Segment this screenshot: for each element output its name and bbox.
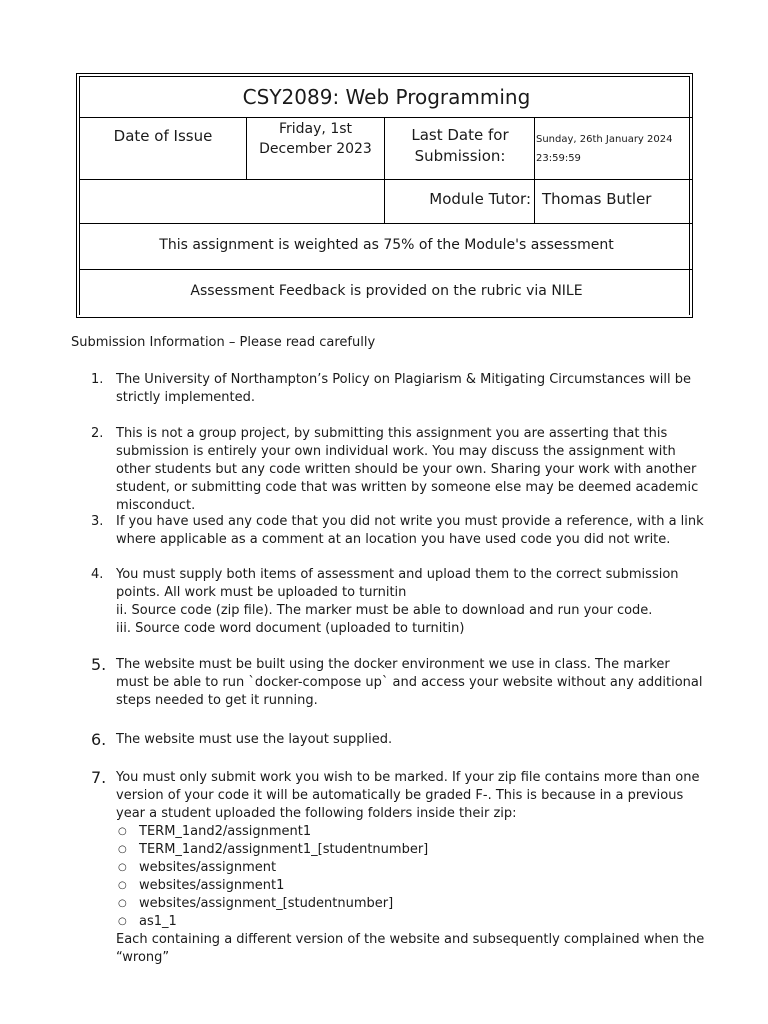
item-number: 1.	[91, 372, 104, 387]
weighting-text: This assignment is weighted as 75% of the Module's assessment	[159, 237, 614, 253]
item-text: The website must use the layout supplied.	[116, 732, 393, 747]
circle-bullet-icon: ○	[118, 862, 127, 873]
folder-name: websites/assignment_[studentnumber]	[139, 896, 394, 911]
item-subline: ii. Source code (zip file). The marker must be able to download and run your code.	[116, 603, 653, 618]
item-number: 7.	[91, 768, 107, 787]
item-number: 2.	[91, 426, 104, 441]
item-tail-text: Each containing a different version of the website and subsequently complained when the “wrong”	[116, 932, 705, 965]
folder-name: websites/assignment1	[139, 878, 285, 893]
item-text: You must only submit work you wish to be marked. If your zip file contains more than one version of your code it will be automatically be graded F-. This is because in a previous year a student uploaded the following folders inside their zip:	[116, 770, 700, 821]
item-text: This is not a group project, by submitting this assignment you are asserting that this submission is entirely your own individual work. You may discuss the assignment with other students but any code written should be your own. Sharing your work with another student, or submitting code that was written by someone else may be deemed academic misconduct.	[116, 426, 699, 513]
item-number: 5.	[91, 655, 107, 674]
folder-name: as1_1	[139, 914, 177, 929]
last-date-value-time: 23:59:59	[536, 153, 581, 164]
item-number: 3.	[91, 514, 104, 529]
feedback-text: Assessment Feedback is provided on the rubric via NILE	[190, 283, 583, 299]
item-body	[116, 769, 706, 967]
module-tutor-label: Module Tutor:	[429, 190, 531, 208]
folder-name: TERM_1and2/assignment1_[studentnumber]	[139, 842, 429, 857]
circle-bullet-icon: ○	[118, 826, 127, 837]
item-text: The website must be built using the docker environment we use in class. The marker must be able to run `docker-compose up` and access your website without any additional steps needed to get it running.	[116, 657, 703, 708]
circle-bullet-icon: ○	[118, 844, 127, 855]
circle-bullet-icon: ○	[118, 916, 127, 927]
folder-list	[116, 823, 706, 931]
item-text: If you have used any code that you did not write you must provide a reference, with a link where applicable as a comment at an location you have used code you did not write.	[116, 514, 704, 547]
folder-list-item	[116, 877, 706, 895]
folder-list-item	[116, 823, 706, 841]
item-body	[116, 566, 706, 638]
divider	[534, 179, 535, 223]
folder-name: websites/assignment	[139, 860, 277, 875]
last-date-value-date: Sunday, 26th January 2024	[536, 134, 673, 145]
date-of-issue-value: Friday, 1st December 2023	[259, 121, 372, 157]
item-number: 4.	[91, 567, 104, 582]
circle-bullet-icon: ○	[118, 898, 127, 909]
last-date-label: Last Date for Submission:	[411, 126, 509, 165]
divider	[534, 117, 535, 179]
folder-list-item	[116, 841, 706, 859]
item-text: You must supply both items of assessment and upload them to the correct submission points. All work must be uploaded to turnitin	[116, 567, 679, 600]
item-number: 6.	[91, 730, 107, 749]
module-tutor-value: Thomas Butler	[542, 190, 652, 208]
header-table-inner	[79, 76, 690, 315]
folder-name: TERM_1and2/assignment1	[139, 824, 312, 839]
folder-list-item	[116, 913, 706, 931]
folder-list-item	[116, 859, 706, 877]
date-of-issue-label: Date of Issue	[113, 127, 213, 145]
item-subline: iii. Source code word document (uploaded to turnitin)	[116, 621, 465, 636]
submission-heading: Submission Information – Please read carefully	[71, 335, 376, 350]
folder-list-item	[116, 895, 706, 913]
item-text: The University of Northampton’s Policy on Plagiarism & Mitigating Circumstances will be strictly implemented.	[116, 372, 692, 405]
circle-bullet-icon: ○	[118, 880, 127, 891]
assignment-header-table	[76, 73, 693, 318]
module-title: CSY2089: Web Programming	[242, 85, 531, 109]
last-date-value	[536, 117, 693, 177]
